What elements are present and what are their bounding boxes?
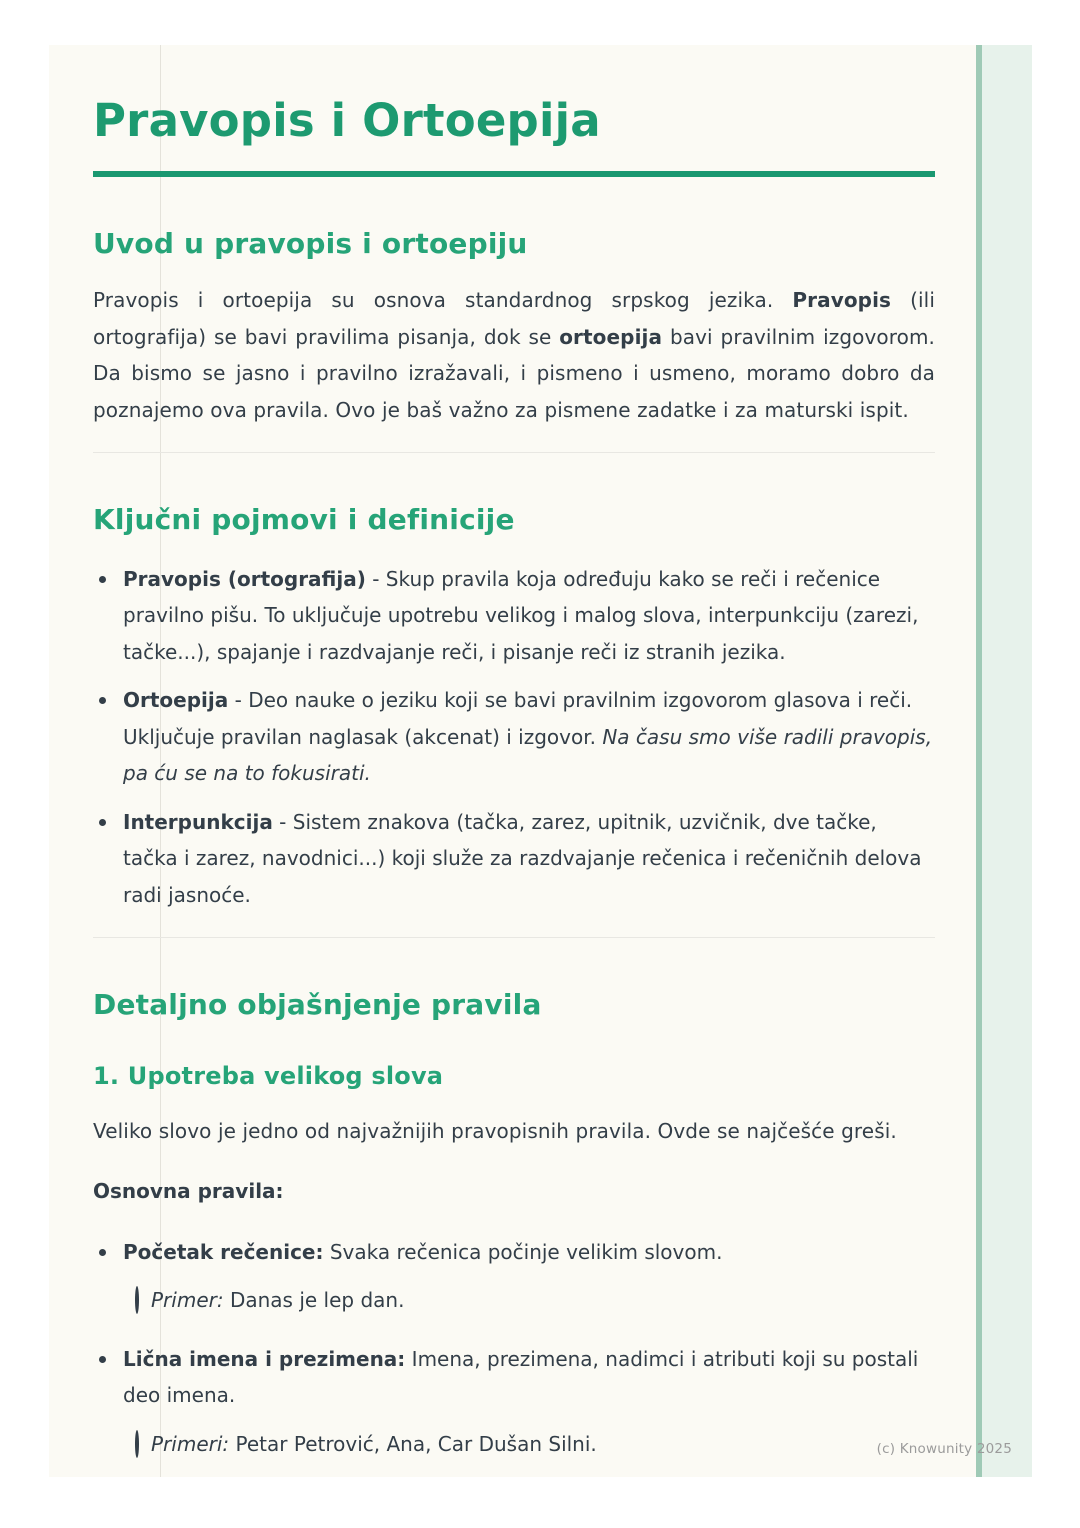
term-name: Interpunkcija <box>123 809 273 834</box>
example-label: Primer: <box>151 1288 224 1313</box>
rule-item <box>93 1341 935 1463</box>
list-item-text <box>123 1234 935 1271</box>
rules-label: Osnovna pravila: <box>93 1179 284 1204</box>
list-item-text <box>123 682 935 792</box>
bullet-icon <box>99 1249 106 1256</box>
circle-bullet-cell <box>123 1426 151 1463</box>
bullet-icon <box>99 697 106 704</box>
subsection-heading-capital-letters: 1. Upotreba velikog slova <box>93 1062 444 1091</box>
sub-list-item <box>93 1282 935 1319</box>
section-heading-details: Detaljno objašnjenje pravila <box>93 988 542 1022</box>
circle-bullet-cell <box>123 1282 151 1319</box>
accent-stripe <box>976 45 1032 1477</box>
list-item <box>93 561 935 671</box>
rule-item <box>93 1234 935 1319</box>
page-content <box>93 45 935 1462</box>
bullet-cell <box>93 1341 123 1414</box>
example-value: Petar Petrović, Ana, Car Dušan Silni. <box>229 1431 597 1456</box>
rule-name: Početak rečenice: <box>123 1239 324 1264</box>
bullet-icon <box>99 1356 106 1363</box>
rule-desc: Svaka rečenica počinje velikim slovom. <box>323 1239 723 1264</box>
title-underline <box>93 171 935 177</box>
section-heading-key-terms: Ključni pojmovi i definicije <box>93 503 515 537</box>
intro-bold-pravopis: Pravopis <box>792 288 892 313</box>
intro-bold-ortoepija: ortoepija <box>559 324 663 349</box>
section-divider <box>93 452 935 453</box>
term-name: Ortoepija <box>123 688 229 713</box>
list-item <box>93 1341 935 1414</box>
document-page <box>49 45 1032 1477</box>
list-item-text <box>123 804 935 914</box>
bullet-cell <box>93 1234 123 1271</box>
bullet-icon <box>99 576 106 583</box>
rule-name: Lična imena i prezimena: <box>123 1346 406 1371</box>
bullet-cell <box>93 682 123 792</box>
intro-paragraph <box>93 282 935 428</box>
intro-text-2: (ili ortografija) se bavi pravilima pisanja, dok se <box>93 288 935 349</box>
page-title: Pravopis i Ortoepija <box>93 94 601 147</box>
term-desc: - Deo nauke o jeziku koji se bavi pravilnim izgovorom glasova i reči. Uključuje pravilan naglasak (akcenat) i izgovor. <box>123 688 913 749</box>
example-text <box>151 1282 935 1319</box>
term-name: Pravopis (ortografija) <box>123 566 366 591</box>
section-heading-intro: Uvod u pravopis i ortoepiju <box>93 226 528 260</box>
bullet-icon <box>99 819 106 826</box>
list-item <box>93 1234 935 1271</box>
section-divider <box>93 937 935 938</box>
list-item <box>93 682 935 792</box>
term-desc: - Skup pravila koja određuju kako se reči i rečenice pravilno pišu. To uključuje upotrebu velikog i malog slova, interpunkciju (zarezi, tačke...), spajanje i razdvajanje reči, i pisanje reči iz stranih jezika. <box>123 566 919 664</box>
list-item-text <box>123 561 935 671</box>
intro-text-1: Pravopis i ortoepija su osnova standardnog srpskog jezika. <box>93 288 793 313</box>
rules-list <box>93 1234 935 1463</box>
rule-desc: Imena, prezimena, nadimci i atributi koji su postali deo imena. <box>123 1346 919 1408</box>
sub-list-item <box>93 1426 935 1463</box>
key-terms-list <box>93 561 935 914</box>
circle-icon <box>135 1430 139 1458</box>
example-label: Primeri: <box>151 1431 230 1456</box>
list-item-text <box>123 1341 935 1414</box>
term-note: Na času smo više radili pravopis, pa ću se na to fokusirati. <box>123 724 933 786</box>
list-item <box>93 804 935 914</box>
details-paragraph: Veliko slovo je jedno od najvažnijih pravopisnih pravila. Ovde se najčešće greši. <box>93 1118 897 1143</box>
bullet-cell <box>93 561 123 671</box>
example-text <box>151 1426 935 1463</box>
circle-icon <box>135 1286 139 1314</box>
intro-text-3: bavi pravilnim izgovorom. Da bismo se jasno i pravilno izražavali, i pismeno i usmeno, moramo dobro da poznajemo ova pravila. Ovo je baš važno za pismene zadatke i za maturski ispit. <box>93 324 936 422</box>
footer-credit: (c) Knowunity 2025 <box>876 1441 1012 1457</box>
bullet-cell <box>93 804 123 914</box>
term-desc: - Sistem znakova (tačka, zarez, upitnik, uzvičnik, dve tačke, tačka i zarez, navodnici...) koji služe za razdvajanje rečenica i rečeničnih delova radi jasnoće. <box>123 809 922 907</box>
example-value: Danas je lep dan. <box>223 1288 405 1313</box>
